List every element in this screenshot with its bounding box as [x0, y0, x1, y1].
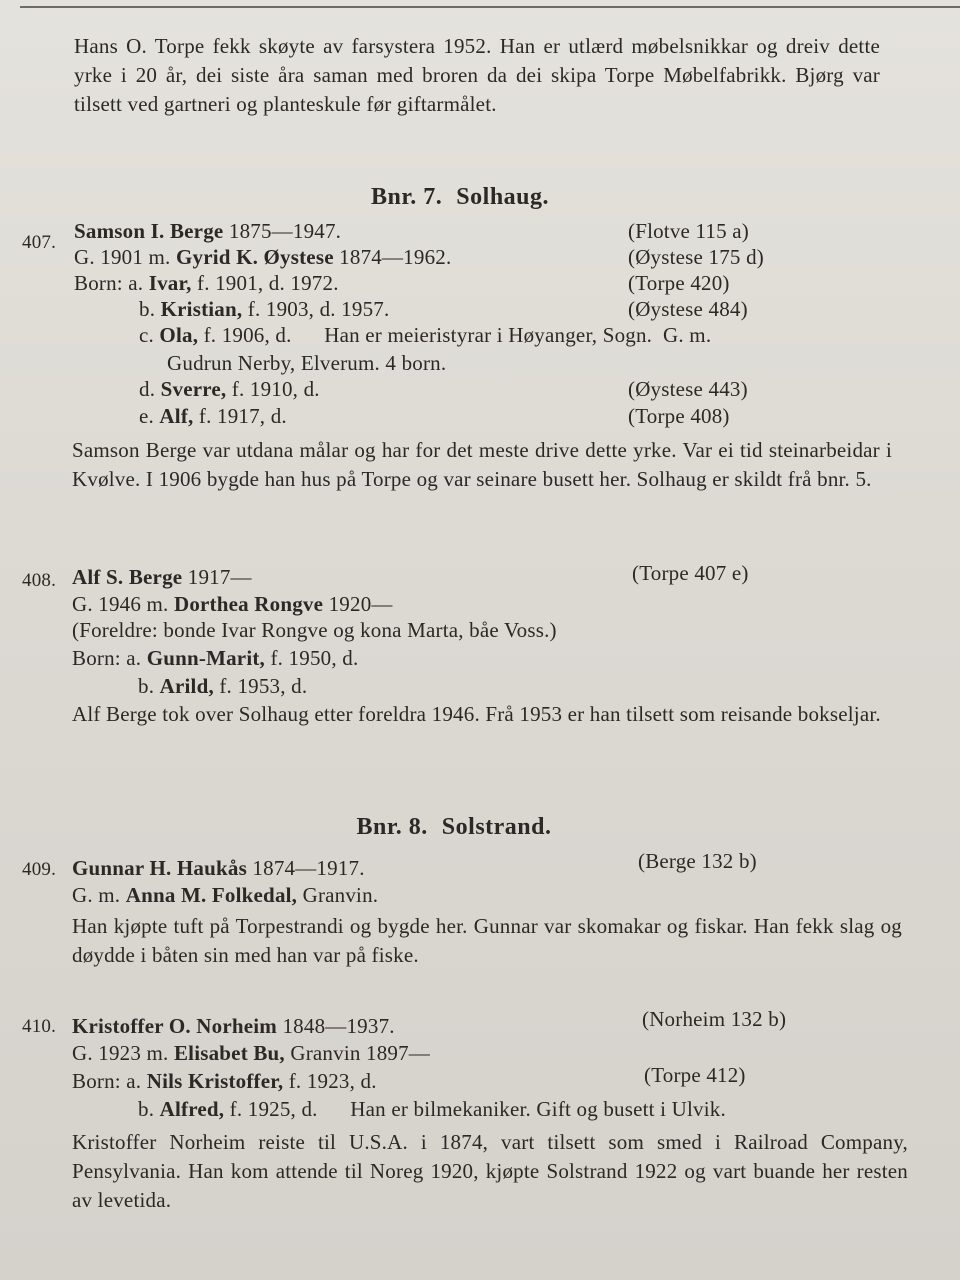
- child-line: [74, 270, 339, 296]
- spouse-name: Elisabet Bu,: [173, 1041, 285, 1065]
- entry-text: Samson Berge var utdana målar og har for det meste drive dette yrke. Var ei tid steinarbeidar i Kvølve. I 1906 bygde han hus på Torpe og var seinare busett her. Solhaug er skildt frå bnr. 5.: [72, 438, 892, 491]
- spouse-name: Gyrid K. Øystese: [175, 245, 334, 269]
- entry-number: 409.: [22, 859, 57, 880]
- child-dates: f. 1903, d. 1957.: [242, 297, 390, 321]
- spouse-years: 1874—1962.: [333, 245, 452, 269]
- child-line: [72, 1068, 377, 1094]
- spouse-name: Anna M. Folkedal,: [125, 883, 298, 907]
- person-name: Alf S. Berge: [72, 565, 183, 589]
- child-letter: Born: a.: [74, 271, 149, 295]
- child-dates: f. 1950, d.: [265, 646, 359, 670]
- spouse-ref: (Øystese 175 d): [628, 245, 764, 269]
- child-letter: b.: [138, 674, 160, 698]
- child-note: Gudrun Nerby, Elverum. 4 born.: [167, 351, 447, 375]
- child-line: [139, 296, 389, 322]
- child-ref: (Torpe 420): [628, 271, 730, 295]
- marriage-prefix: G. 1901 m.: [74, 245, 176, 269]
- spouse-years: Granvin 1897—: [284, 1041, 431, 1065]
- entry-ref: (Berge 132 b): [638, 849, 757, 873]
- entry-head: [72, 1013, 395, 1039]
- section-bnr: Bnr. 7.: [370, 184, 443, 210]
- child-line: [139, 403, 287, 429]
- spouse-years: Granvin.: [297, 883, 379, 907]
- child-line: [139, 376, 320, 402]
- child-line: [138, 1096, 726, 1122]
- child-letter: b.: [138, 1097, 160, 1121]
- entry-ref: (Torpe 407 e): [632, 561, 749, 585]
- child-letter: d.: [139, 377, 161, 401]
- marriage-line: [74, 244, 451, 270]
- child-ref: (Øystese 484): [628, 297, 748, 321]
- child-name: Nils Kristoffer,: [146, 1069, 284, 1093]
- child-line: [72, 645, 358, 671]
- child-letter: Born: a.: [72, 1069, 147, 1093]
- entry-text: Alf Berge tok over Solhaug etter foreldra 1946. Frå 1953 er han tilsett som reisande bokseljar.: [72, 702, 881, 726]
- entry-number: 408.: [22, 570, 57, 591]
- entry-ref: (Norheim 132 b): [642, 1007, 787, 1031]
- child-name: Arild,: [159, 674, 214, 698]
- child-letter: c.: [139, 323, 160, 347]
- section-name: Solstrand.: [441, 814, 552, 840]
- child-dates: f. 1910, d.: [226, 377, 320, 401]
- child-line: [139, 322, 711, 348]
- entry-number: 410.: [22, 1016, 57, 1037]
- child-ref: (Øystese 443): [628, 377, 748, 401]
- child-dates: f. 1923, d.: [283, 1069, 377, 1093]
- child-ref: (Torpe 412): [644, 1063, 746, 1087]
- entry-head: [72, 855, 365, 881]
- marriage-prefix: G. m.: [72, 883, 126, 907]
- person-name: Samson I. Berge: [74, 219, 224, 243]
- child-name: Kristian,: [160, 297, 243, 321]
- entry-head: [74, 218, 341, 244]
- child-name: Alfred,: [159, 1097, 225, 1121]
- person-years: 1917—: [182, 565, 252, 589]
- top-rule: [20, 6, 960, 8]
- section-bnr: Bnr. 8.: [356, 814, 428, 840]
- spouse-years: 1920—: [323, 592, 393, 616]
- person-name: Gunnar H. Haukås: [72, 856, 247, 880]
- child-dates: f. 1917, d.: [193, 404, 287, 428]
- marriage-line: [72, 591, 393, 617]
- child-dates: f. 1906, d. Han er meieristyrar i Høyanger, Sogn. G. m.: [198, 323, 712, 347]
- entry-number: 407.: [22, 232, 57, 253]
- entry-head: [72, 564, 252, 590]
- child-dates: f. 1925, d. Han er bilmekaniker. Gift og busett i Ulvik.: [224, 1097, 726, 1121]
- marriage-line: [72, 882, 378, 908]
- parents-line: (Foreldre: bonde Ivar Rongve og kona Marta, båe Voss.): [72, 618, 557, 642]
- person-years: 1875—1947.: [223, 219, 342, 243]
- child-letter: b.: [139, 297, 161, 321]
- child-name: Ivar,: [148, 271, 192, 295]
- child-letter: Born: a.: [72, 646, 147, 670]
- person-years: 1848—1937.: [277, 1014, 395, 1038]
- child-dates: f. 1953, d.: [213, 674, 308, 698]
- child-name: Sverre,: [160, 377, 227, 401]
- entry-text: Kristoffer Norheim reiste til U.S.A. i 1874, vart tilsett som smed i Railroad Company, Pensylvania. Han kom attende til Noreg 1920, kjøpte Solstrand 1922 og vart buande her resten av levetida.: [72, 1130, 908, 1212]
- child-letter: e.: [139, 404, 160, 428]
- intro-paragraph: Hans O. Torpe fekk skøyte av farsystera 1952. Han er utlærd møbelsnikkar og dreiv dette yrke i 20 år, dei siste åra saman med broren da dei skipa Torpe Møbelfabrikk. Bjørg var tilsett ved gartneri og planteskule før giftarmålet.: [74, 34, 880, 116]
- person-years: 1874—1917.: [246, 856, 365, 880]
- spouse-name: Dorthea Rongve: [173, 592, 324, 616]
- child-name: Alf,: [159, 404, 194, 428]
- child-name: Ola,: [159, 323, 199, 347]
- entry-ref: (Flotve 115 a): [628, 219, 749, 243]
- child-line: [138, 673, 307, 699]
- child-name: Gunn-Marit,: [146, 646, 266, 670]
- marriage-prefix: G. 1946 m.: [72, 592, 174, 616]
- section-name: Solhaug.: [456, 184, 550, 210]
- child-dates: f. 1901, d. 1972.: [191, 271, 339, 295]
- section-heading-bnr7: [10, 184, 910, 211]
- marriage-line: [72, 1040, 430, 1066]
- child-ref: (Torpe 408): [628, 404, 730, 428]
- person-name: Kristoffer O. Norheim: [72, 1014, 278, 1038]
- marriage-prefix: G. 1923 m.: [72, 1041, 174, 1065]
- section-heading-bnr8: [4, 814, 904, 841]
- entry-text: Han kjøpte tuft på Torpestrandi og bygde her. Gunnar var skomakar og fiskar. Han fekk slag og døydde i båten sin med han var på fiske.: [72, 914, 902, 967]
